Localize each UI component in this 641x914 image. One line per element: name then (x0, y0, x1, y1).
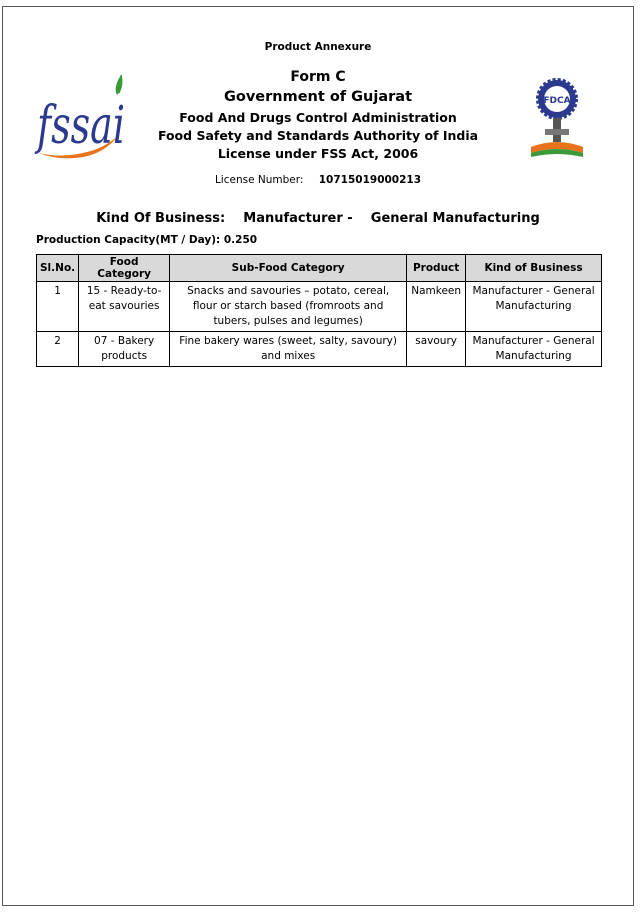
kob-subtype: General Manufacturing (370, 211, 540, 226)
col-food-category: Food Category (79, 255, 170, 282)
kob-type: Manufacturer - (243, 211, 353, 226)
cell-sl: 1 (37, 282, 79, 332)
col-kind-of-business: Kind of Business (466, 255, 602, 282)
production-capacity: Production Capacity(MT / Day): 0.250 (36, 234, 258, 246)
cell-kind: Manufacturer - General Manufacturing (466, 282, 602, 332)
table-row (37, 282, 602, 332)
table-header-row (37, 255, 602, 282)
col-sl-no: Sl.No. (37, 255, 79, 282)
license-line (3, 174, 633, 186)
cell-sl: 2 (37, 332, 79, 367)
kob-label: Kind Of Business: (96, 211, 226, 226)
government-title: Government of Gujarat (223, 89, 413, 105)
cell-product: Namkeen (407, 282, 466, 332)
authority-title: Food Safety and Standards Authority of India (157, 128, 479, 143)
department-title: Food And Drugs Control Administration (179, 110, 457, 125)
cell-food-category: 15 - Ready-to-eat savouries (79, 282, 170, 332)
form-title: Form C (290, 69, 346, 85)
kind-of-business-line (3, 211, 633, 226)
document-page (2, 6, 634, 906)
product-table (36, 254, 602, 367)
col-sub-food-category: Sub-Food Category (170, 255, 407, 282)
svg-text:fssai: fssai (34, 96, 125, 156)
svg-text:FDCA: FDCA (543, 96, 571, 106)
col-product: Product (407, 255, 466, 282)
cell-product: savoury (407, 332, 466, 367)
cell-sub-category: Snacks and savouries – potato, cereal, flour or starch based (fromroots and tubers, pulses and legumes) (170, 282, 407, 332)
table-row (37, 332, 602, 367)
cell-food-category: 07 - Bakery products (79, 332, 170, 367)
cell-kind: Manufacturer - General Manufacturing (466, 332, 602, 367)
license-number: 10715019000213 (318, 174, 422, 186)
cell-sub-category: Fine bakery wares (sweet, salty, savoury) and mixes (170, 332, 407, 367)
license-label: License Number: (214, 174, 304, 186)
annexure-title: Product Annexure (264, 41, 372, 53)
act-title: License under FSS Act, 2006 (217, 146, 419, 161)
